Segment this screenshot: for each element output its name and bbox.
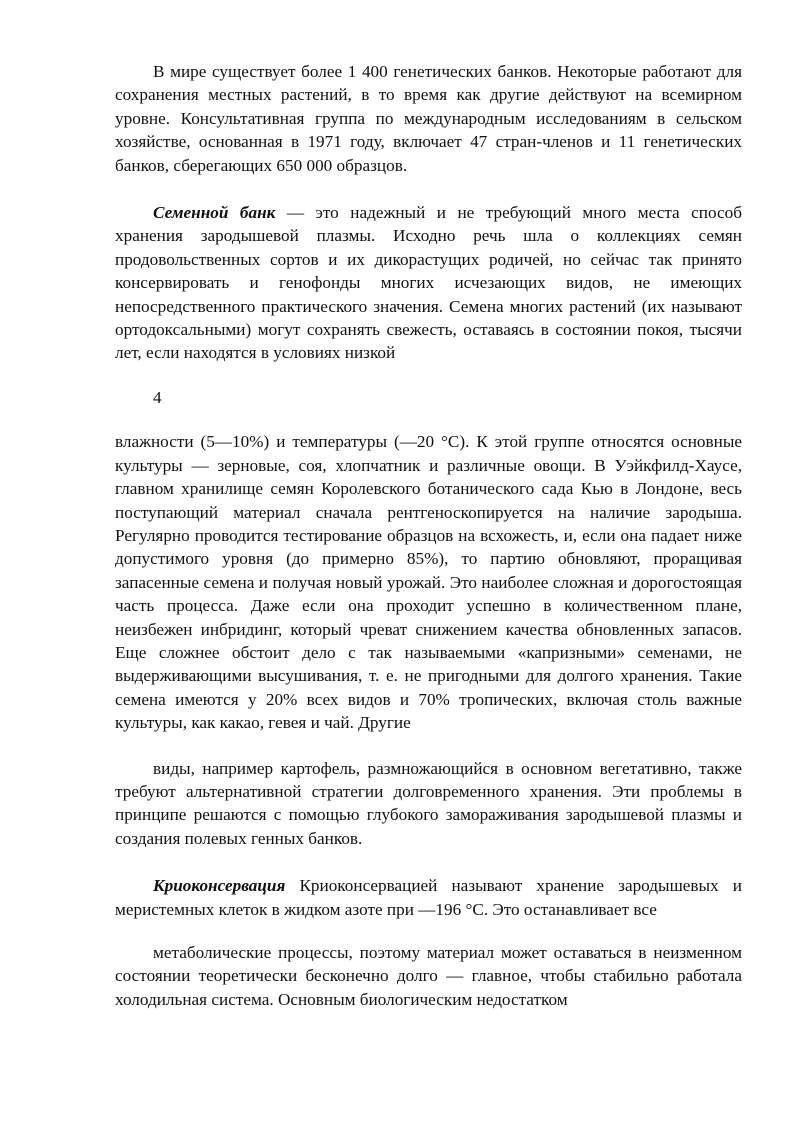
page-number: 4 — [153, 387, 162, 407]
paragraph-orthodox-seeds-text: влажности (5—10%) и температуры (—20 °С). К этой группе относятся основные культуры — зерновые, соя, хлопчатник и различные овощи. В Уэйкфилд-Хаусе, главном хранилище семян Королевского ботанического сада Кью в Лондоне, весь поступающий материал сначала рентгеноскопируется на наличие зародыша. Регулярно проводится тестирование образцов на всхожесть, и, если она падает ниже допустимого уровня (до примерно 85%), то партию обновляют, проращивая запасенные семена и получая новый урожай. Это наиболее сложная и дорогостоящая часть процесса. Даже если она проходит успешно в количественном плане, неизбежен инбридинг, который чреват снижением качества обновленных запасов. Еще сложнее обстоит дело с так называемыми «капризными» семенами, не выдерживающими высушивания, т. е. не пригодными для долгого хранения. Такие семена имеются у 20% всех видов и 70% тропических, включая столь важные культуры, как какао, гевея и чай. Другие — [115, 432, 742, 733]
term-seed-bank: Семенной банк — [153, 203, 276, 223]
paragraph-alternative-storage — [115, 757, 742, 851]
paragraph-gene-banks-text: В мире существует более 1 400 генетических банков. Некоторые работают для сохранения местных растений, в то время как другие действуют на всемирном уровне. Консультативная группа по международным исследованиям в сельском хозяйстве, основанная в 1971 году, включает 47 стран-членов и 11 генетических банков, сберегающих 650 000 образцов. — [115, 62, 742, 175]
paragraph-metabolic-processes-text: метаболические процессы, поэтому материал может оставаться в неизменном состоянии теоретически бесконечно долго — главное, чтобы стабильно работала холодильная система. Основным биологическим недостатком — [115, 943, 742, 1009]
paragraph-seed-bank — [115, 201, 742, 365]
paragraph-alternative-storage-text: виды, например картофель, размножающийся в основном вегетативно, также требуют альтернативной стратегии долговременного хранения. Эти проблемы в принципе решаются с помощью глубокого замораживания зародышевой плазмы и создания полевых генных банков. — [115, 758, 742, 848]
paragraph-seed-bank-text: — это надежный и не требующий много места способ хранения зародышевой плазмы. Исходно речь шла о коллекциях семян продовольственных сортов и их дикорастущих родичей, но сейчас так принято консервировать и генофонды многих исчезающих видов, не имеющих непосредственного практического значения. Семена многих растений (их называют ортодоксальными) могут сохранять свежесть, оставаясь в состоянии покоя, тысячи лет, если находятся в условиях низкой — [115, 203, 742, 363]
paragraph-cryoconservation — [115, 874, 742, 921]
paragraph-gene-banks — [115, 60, 742, 177]
document-page — [115, 60, 742, 1011]
paragraph-metabolic-processes — [115, 941, 742, 1011]
paragraph-cryoconservation-text: Криоконсервацией называют хранение зародышевых и меристемных клеток в жидком азоте при —196 °С. Это останавливает все — [115, 876, 742, 919]
paragraph-orthodox-seeds — [115, 430, 742, 734]
term-cryoconservation: Криоконсервация — [153, 876, 286, 896]
